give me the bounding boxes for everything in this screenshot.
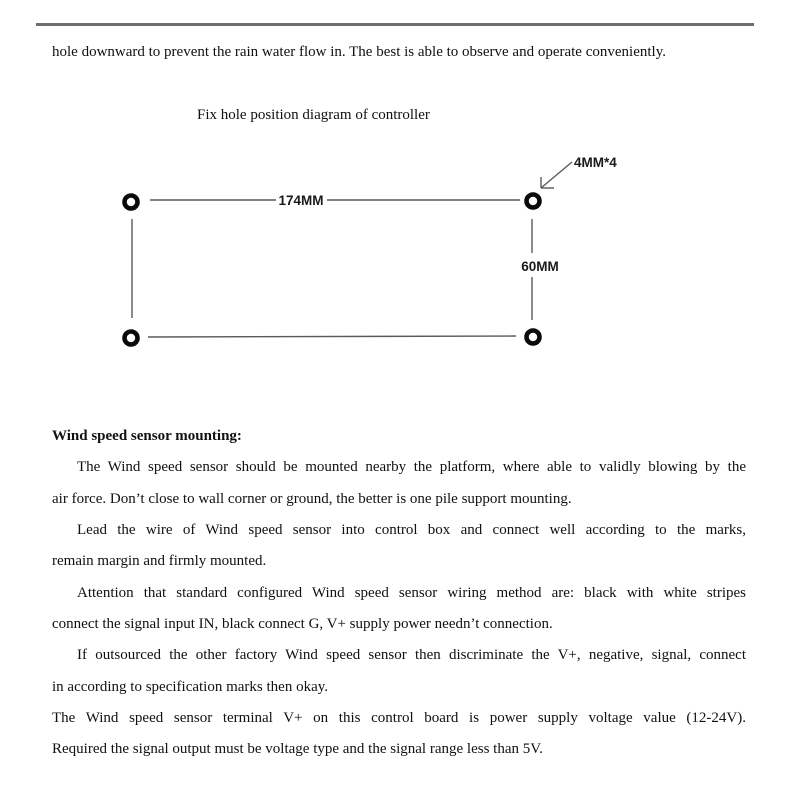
body-line: remain margin and firmly mounted. [52,553,267,570]
instruction-section [52,421,746,766]
body-line: in according to specification marks then okay. [52,678,329,695]
body-line: Lead the wire of Wind speed sensor into control box and connect well according to the marks, [77,522,746,539]
mounting-hole-top-right [527,195,540,208]
body-line: The Wind speed sensor terminal V+ on this control board is power supply voltage value (12-24V). [52,710,746,727]
body-line: connect the signal input IN, black connect G, V+ supply power needn’t connection. [52,616,553,633]
hole-spec-arrow [541,162,572,188]
intro-text: hole downward to prevent the rain water flow in. The best is able to observe and operate conveniently. [52,44,666,60]
mounting-hole-diagram [80,140,680,370]
mounting-hole-top-left [125,196,138,209]
body-line: air force. Don’t close to wall corner or ground, the better is one pile support mounting. [52,490,572,507]
section-heading: Wind speed sensor mounting: [52,428,242,444]
dimension-line-bottom [148,336,516,337]
body-line: Required the signal output must be voltage type and the signal range less than 5V. [52,741,543,758]
mounting-hole-bottom-right [527,331,540,344]
mounting-hole-bottom-left [125,332,138,345]
header-rule [36,23,754,26]
body-line: If outsourced the other factory Wind speed sensor then discriminate the V+, negative, signal, connect [77,647,746,664]
hole-spec-label: 4MM*4 [574,155,617,170]
diagram-title: Fix hole position diagram of controller [197,107,430,123]
width-dimension-label: 174MM [278,193,324,208]
height-dimension-label: 60MM [521,259,559,274]
body-line: Attention that standard configured Wind speed sensor wiring method are: black with white stripes [77,584,746,601]
body-line: The Wind speed sensor should be mounted nearby the platform, where able to validly blowing by the [77,459,746,476]
